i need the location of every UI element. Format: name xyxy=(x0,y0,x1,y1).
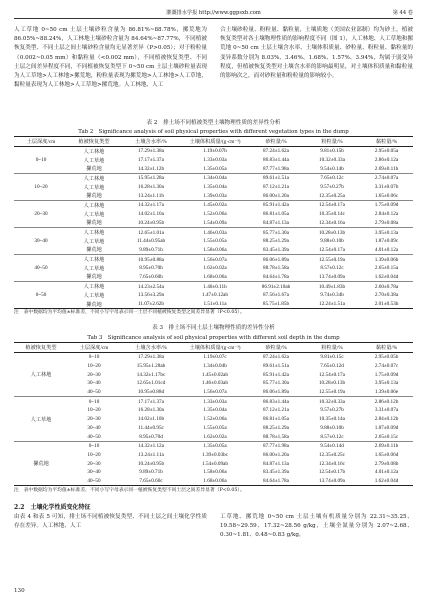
group-cell: 0~10 xyxy=(35,157,47,164)
group-cell: 30~40 xyxy=(34,238,48,245)
table-cell: 87.56±1.67a xyxy=(263,292,289,299)
table-cell: 1.58±0.06a xyxy=(203,469,227,476)
table-cell: 15.95±1.28ab xyxy=(136,363,166,370)
table-cell: 1.35±0.04a xyxy=(203,407,227,414)
table-cell: 1.34±0.04a xyxy=(182,174,248,183)
table-cell: 12.54±0.17b xyxy=(318,469,346,476)
table-cell: 40~50 xyxy=(87,433,101,440)
group-cell xyxy=(14,397,68,406)
table-cell: 14.02±1.10b xyxy=(137,416,165,423)
group-cell xyxy=(14,246,68,255)
table-cell: 86.06±1.89a xyxy=(248,255,304,264)
group-cell xyxy=(14,147,68,156)
table-cell: 86.06±1.89a xyxy=(263,389,289,396)
group-cell xyxy=(14,432,68,441)
table-row xyxy=(14,282,413,291)
table-cell: 86.91±2.10ab xyxy=(248,282,304,291)
table-cell: 11.07±2.62b xyxy=(120,300,182,309)
table-row xyxy=(14,432,413,441)
table-row xyxy=(14,362,413,371)
column-header: 黏粒量/% xyxy=(360,137,413,147)
group-cell xyxy=(14,441,68,450)
page-number: 130 xyxy=(14,588,25,594)
table-cell: 12.34±0.16c xyxy=(319,460,345,467)
group-cell: 摞荒地 xyxy=(33,461,49,468)
right-paragraph: 合土壤砂粒量、粉粒量、黏粒量，土壤质地（美国农业部制）均为砂土。植被恢复类型对各土壤物理性质的影响程度不同（图 1），人工林地、人工草地和摞荒地 0~50 cm 土层土壤含水率、土壤体积质量、砂粒量、粉粒量、黏粒量的变异系数分别为 8.03%、3.46%、1.68%、1.57%、3.94%，均属于弱变异程度，但植被恢复类型对土壤含水率的影响最明显，对土壤体积质量和黏粒量的影响次之，而对砂粒量和粉粒量的影响较小。 xyxy=(220,27,413,80)
table-cell: 2.74±0.07a xyxy=(360,174,413,183)
group-cell xyxy=(14,468,68,477)
table-cell: 人工林地 xyxy=(68,174,120,183)
table-cell: 1.75±0.09d xyxy=(360,201,413,210)
section-right-paragraph: 工草地、摞荒地 0~50 cm 土层土壤有机质量分别为 22.31~35.25、19.58~29.59、17.32~28.56 g/kg，土壤全氮量分别为 2.07~2.68、0.30~1.81、0.48~0.83 g/kg， xyxy=(220,514,413,539)
table-cell: 9.74±0.34b xyxy=(320,292,344,299)
table-row xyxy=(14,424,413,433)
table-row xyxy=(14,237,413,246)
table-cell: 1.19±0.07c xyxy=(203,354,227,361)
table-cell: 7.65±0.12d xyxy=(320,363,344,370)
table-cell: 12.65±1.01cd xyxy=(136,380,166,387)
table-cell: 1.87±0.09d xyxy=(374,424,399,431)
table-cell: 10.32±0.33a xyxy=(319,157,345,164)
table-cell: 人工草地 xyxy=(83,238,105,245)
column-header: 黏粒量/% xyxy=(360,343,413,353)
table-cell: 7.65±0.60c xyxy=(120,477,182,486)
table-cell: 87.77±1.98a xyxy=(248,441,304,450)
group-cell: 0~50 xyxy=(35,292,47,299)
table-cell: 1.75±0.09d xyxy=(374,371,399,378)
table-cell: 9.54±0.14d xyxy=(304,441,360,450)
table-cell: 1.54±0.09ab xyxy=(202,460,228,467)
table2-title-en: Tab 2 Significance analysis of soil physical properties with different vegetation types in the dump xyxy=(78,129,349,135)
table-cell: 2.84±0.12a xyxy=(374,211,399,218)
table-cell: 1.58±0.06a xyxy=(203,246,227,253)
table-row xyxy=(14,191,413,200)
table-cell: 13.74±0.09a xyxy=(304,477,360,486)
table-cell: 9.88±0.10b xyxy=(320,238,344,245)
table-cell: 1.39±0.03bc xyxy=(202,451,228,458)
table-cell: 摞荒地 xyxy=(86,166,102,173)
group-cell xyxy=(14,164,68,173)
table-cell: 9.89±0.71b xyxy=(139,246,163,253)
table-row xyxy=(14,273,413,282)
table-cell: 7.65±0.12c xyxy=(304,174,360,183)
table-cell: 人工林地 xyxy=(68,282,120,291)
table-row xyxy=(14,246,413,255)
table-cell: 10~20 xyxy=(87,451,101,458)
table-cell: 9.81±0.15b xyxy=(320,148,344,155)
table-cell: 人工林地 xyxy=(68,228,120,237)
group-cell xyxy=(14,219,68,228)
table-cell: 3.31±0.07a xyxy=(374,407,399,414)
group-cell xyxy=(14,191,68,200)
table-row xyxy=(14,210,413,219)
table-cell: 9.89±0.71b xyxy=(139,469,163,476)
table-cell: 20~30 xyxy=(87,416,101,423)
table-cell: 14.32±1.17a xyxy=(120,201,182,210)
section-left-paragraph: 由表 4 和表 5 可知，排土场不同植被恢复类型、不同土层之间土壤化学性质存在差异。人工林地、人工 xyxy=(14,514,207,530)
group-cell xyxy=(14,273,68,282)
table-row xyxy=(14,219,413,228)
table-cell: 87.24±1.62a xyxy=(263,148,289,155)
column-header: 粉粒量/% xyxy=(304,137,360,147)
table-cell: 10.24±0.95b xyxy=(137,460,165,467)
table-cell: 30~40 xyxy=(87,424,101,431)
table-cell: 88.78±1.58a xyxy=(263,433,289,440)
table-cell: 8.95±0.70b xyxy=(139,265,163,272)
table-cell: 2.79±0.08b xyxy=(374,460,399,467)
table-cell: 30~40 xyxy=(87,380,101,387)
table-cell: 88.25±1.29a xyxy=(263,424,289,431)
table-row xyxy=(14,415,413,424)
table-cell: 86.83±1.44a xyxy=(248,397,304,406)
table2-header-row xyxy=(14,137,413,147)
group-cell: 20~30 xyxy=(34,211,48,218)
column-header: 粉粒量/% xyxy=(304,343,360,353)
table-cell: 12.54±0.17a xyxy=(304,201,360,210)
table-cell: 4.01±0.12a xyxy=(374,246,399,253)
table-cell: 87.77±1.98a xyxy=(263,165,289,172)
table-cell: 人工草地 xyxy=(83,211,105,218)
table2-note: 注 表中数据均为平均值±标准差，不同小写字母表示同一土层不同植被恢复类型之间差异显著（P<0.05）。 xyxy=(14,310,245,315)
column-header: 土层深度/cm xyxy=(68,343,120,353)
table-cell: 2.84±0.12b xyxy=(374,416,399,423)
table-cell: 10.28±0.13b xyxy=(318,380,346,387)
column-header: 植被恢复类型 xyxy=(14,343,68,353)
table-cell: 12.54±0.17a xyxy=(319,246,345,253)
column-header: 土壤体积质量/(g·cm⁻³) xyxy=(182,137,248,147)
group-cell xyxy=(14,174,68,183)
table-cell: 16.28±1.30a xyxy=(138,407,164,414)
table-cell: 9.54±0.14b xyxy=(320,165,344,172)
table-cell: 89.61±1.51a xyxy=(248,174,304,183)
table-cell: 84.87±1.13a xyxy=(263,460,289,467)
table-row xyxy=(14,156,413,165)
group-cell xyxy=(14,255,68,264)
table-cell: 人工林地 xyxy=(68,201,120,210)
group-cell: 40~50 xyxy=(34,265,48,272)
table-row xyxy=(14,370,413,379)
table-cell: 84.87±1.13a xyxy=(263,219,289,226)
table-cell: 1.62±0.04d xyxy=(374,273,399,280)
table-cell: 12.24±1.51a xyxy=(304,300,360,309)
table-cell: 88.25±1.29a xyxy=(263,238,289,245)
table-cell: 1.55±0.05a xyxy=(203,424,227,431)
group-cell xyxy=(14,228,68,237)
table-cell: 17.29±1.38a xyxy=(138,148,164,155)
table-cell: 12.54±0.17a xyxy=(319,371,345,378)
table-cell: 14.32±1.12a xyxy=(120,441,182,450)
group-cell xyxy=(14,362,68,371)
column-header: 植被恢复类型 xyxy=(68,137,120,147)
column-header: 土壤体积质量/(g·cm⁻³) xyxy=(182,343,248,353)
table-cell: 1.39±0.03a xyxy=(203,192,227,199)
table-cell: 1.47±0.12ab xyxy=(202,292,228,299)
table-cell: 8.57±0.12c xyxy=(320,265,344,272)
table-cell: 14.02±1.10a xyxy=(138,211,164,218)
table-cell: 9.88±0.10b xyxy=(320,424,344,431)
table-cell: 86.81±1.05a xyxy=(263,416,289,423)
table-cell: 1.54±0.09a xyxy=(203,219,227,226)
table-row xyxy=(14,147,413,156)
table-cell: 人工草地 xyxy=(83,292,105,299)
table-cell: 人工草地 xyxy=(83,157,105,164)
table-row xyxy=(14,264,413,273)
group-cell xyxy=(14,201,68,210)
table-cell: 11.44±0.95ab xyxy=(136,238,166,245)
table-cell: 13.74±0.09a xyxy=(319,273,345,280)
table-cell: 10.95±0.88a xyxy=(120,255,182,264)
table-cell: 1.33±0.03a xyxy=(203,157,227,164)
table-cell: 1.39±0.06e xyxy=(374,389,399,396)
column-header: 砂粒量/% xyxy=(248,137,304,147)
table-cell: 摞荒地 xyxy=(86,247,102,254)
table-cell: 1.51±0.11a xyxy=(182,300,248,309)
table-cell: 84.64±1.78a xyxy=(248,477,304,486)
table-cell: 8.57±0.12c xyxy=(320,433,344,440)
table-cell: 1.52±0.06a xyxy=(203,211,227,218)
table-cell: 10.95±0.88d xyxy=(137,389,165,396)
table-cell: 14.32±1.12b xyxy=(137,165,165,172)
table-cell: 1.46±0.03ab xyxy=(202,380,228,387)
table-cell: 86.00±1.20a xyxy=(263,192,289,199)
table-row xyxy=(14,468,413,477)
table-row xyxy=(14,183,413,192)
running-header xyxy=(14,8,413,19)
table-cell: 1.45±0.02a xyxy=(182,201,248,210)
table-cell: 1.56±0.07a xyxy=(182,255,248,264)
group-cell xyxy=(14,477,68,486)
table-cell: 2.65±0.15a xyxy=(374,265,399,272)
table-cell: 1.56±0.07a xyxy=(203,389,227,396)
table-cell: 2.65±0.15c xyxy=(374,433,399,440)
table-cell: 10.35±0.14a xyxy=(319,416,345,423)
table-cell: 1.34±0.04b xyxy=(203,363,227,370)
table-cell: 2.79±0.08a xyxy=(374,219,399,226)
table-cell: 20~30 xyxy=(87,371,101,378)
table3-note: 注 表中数据均为平均值±标准差，不同小写字母表示同一植被恢复类型不同土层之间差异显著（P<0.05）。 xyxy=(14,488,245,493)
group-cell: 10~20 xyxy=(34,184,48,191)
table-row xyxy=(14,201,413,210)
table2-title-cn: 表 2 排土场不同植被类型土壤物理性质的差异性分析 xyxy=(146,120,281,126)
table-cell: 87.24±1.62a xyxy=(263,354,289,361)
table-cell: 88.78±1.58a xyxy=(263,265,289,272)
table-row xyxy=(14,174,413,183)
group-cell xyxy=(14,353,68,362)
table-row xyxy=(14,441,413,450)
table3 xyxy=(14,342,413,486)
table-row xyxy=(14,353,413,362)
section-heading: 2.2 土壤化学性质变化特征 xyxy=(14,504,91,511)
group-cell xyxy=(14,451,68,460)
table-cell: 12.55±0.19a xyxy=(319,389,345,396)
table-cell: 1.39±0.06b xyxy=(360,255,413,264)
table-cell: 10.49±1.83b xyxy=(304,282,360,291)
table-cell: 17.17±1.37a xyxy=(120,397,182,406)
table-row xyxy=(14,379,413,388)
table-cell: 2.95±0.05b xyxy=(374,354,399,361)
table-cell: 84.64±1.78a xyxy=(263,273,289,280)
column-header: 土层深度/cm xyxy=(14,137,68,147)
table-cell: 86.81±1.05a xyxy=(263,211,289,218)
table-cell: 85.77±1.30a xyxy=(248,228,304,237)
table-cell: 7.65±0.60b xyxy=(139,273,163,280)
table-cell: 4.01±0.12a xyxy=(374,469,399,476)
table-row xyxy=(14,406,413,415)
table-cell: 15.95±1.28a xyxy=(120,174,182,183)
table-cell: 3.95±0.13a xyxy=(374,380,399,387)
table-cell: 9.81±0.15c xyxy=(320,354,344,361)
journal-name: 灌溉排水学报 http://www.ggpsxb.com xyxy=(166,10,261,16)
table-cell: 人工林地 xyxy=(68,255,120,264)
table3-title-en: Tab 3 Significance analysis of soil physical properties with different soil depth in the dump xyxy=(87,335,340,341)
column-header: 土壤含水率/% xyxy=(120,343,182,353)
table-cell: 89.61±1.51a xyxy=(263,363,289,370)
table-cell: 1.62±0.02a xyxy=(203,265,227,272)
table-cell: 1.55±0.05a xyxy=(203,238,227,245)
table-cell: 12.34±0.16a xyxy=(319,219,345,226)
group-cell xyxy=(14,424,68,433)
table-row xyxy=(14,228,413,237)
table-cell: 16.28±1.30a xyxy=(138,184,164,191)
table-cell: 摞荒地 xyxy=(86,274,102,281)
table-cell: 9.57±0.27b xyxy=(320,407,344,414)
table-cell: 1.52±0.06a xyxy=(203,416,227,423)
table-row xyxy=(14,291,413,300)
table-cell: 2.74±0.07c xyxy=(374,363,399,370)
table-cell: 1.65±0.06c xyxy=(374,192,399,199)
table-cell: 83.45±1.39a xyxy=(263,469,289,476)
table-cell: 1.45±0.02ab xyxy=(202,371,228,378)
table-cell: 86.00±1.20a xyxy=(263,451,289,458)
table-cell: 17.17±1.37a xyxy=(138,157,164,164)
table-cell: 1.19±0.07b xyxy=(203,148,227,155)
table-cell: 2.70±0.38a xyxy=(374,292,399,299)
group-cell: 人工草地 xyxy=(30,416,52,423)
table-cell: 10.28±0.13b xyxy=(304,228,360,237)
table-cell: 11.44±0.95c xyxy=(138,424,164,431)
table-cell: 1.62±0.04d xyxy=(360,477,413,486)
table-row xyxy=(14,164,413,173)
table-cell: 10.32±0.33a xyxy=(304,397,360,406)
table-cell: 10~20 xyxy=(87,407,101,414)
volume-label: 第 44 卷 xyxy=(392,10,413,16)
table-row xyxy=(14,477,413,486)
table-cell: 1.62±0.02a xyxy=(203,433,227,440)
table-cell: 85.91±1.42a xyxy=(263,371,289,378)
table-cell: 1.65±0.06d xyxy=(374,451,399,458)
group-cell xyxy=(14,379,68,388)
table-cell: 摞荒地 xyxy=(68,300,120,309)
table-cell: 1.68±0.06a xyxy=(182,477,248,486)
table-cell: 3.31±0.07b xyxy=(374,184,399,191)
table-cell: 1.35±0.04a xyxy=(203,184,227,191)
table-cell: 85.77±1.30a xyxy=(263,380,289,387)
table-cell: 2.01±0.53b xyxy=(360,300,413,309)
table3-header-row xyxy=(14,343,413,353)
table-cell: 40~50 xyxy=(68,477,120,486)
table-row xyxy=(14,397,413,406)
table-cell: 10.24±0.95b xyxy=(137,219,165,226)
table-cell: 2.69±0.11b xyxy=(374,165,399,172)
table-cell: 85.75±1.85b xyxy=(248,300,304,309)
table-cell: 13.24±1.11a xyxy=(138,451,164,458)
table-cell: 1.33±0.03a xyxy=(182,397,248,406)
table-row xyxy=(14,388,413,397)
table-cell: 2.86±0.12a xyxy=(374,157,399,164)
table-cell: 2.95±0.05a xyxy=(374,148,399,155)
table-cell: 87.12±1.21a xyxy=(263,407,289,414)
table-row xyxy=(14,300,413,309)
table-cell: 人工林地 xyxy=(83,148,105,155)
table-cell: 12.35±0.25a xyxy=(319,192,345,199)
table-cell: 30~40 xyxy=(87,469,101,476)
table-cell: 2.60±0.78a xyxy=(360,282,413,291)
table-cell: 13.56±3.29a xyxy=(138,292,164,299)
table-cell: 14.32±1.17bc xyxy=(136,371,166,378)
table-cell: 0~10 xyxy=(88,354,100,361)
table-cell: 1.87±0.09c xyxy=(374,238,399,245)
table-cell: 1.40±0.11b xyxy=(182,282,248,291)
table-cell: 1.35±0.05a xyxy=(203,165,227,172)
table-cell: 87.12±1.21a xyxy=(263,184,289,191)
group-cell xyxy=(14,388,68,397)
table-cell: 人工草地 xyxy=(83,184,105,191)
table-cell: 14.23±2.54a xyxy=(120,282,182,291)
table-cell: 10~20 xyxy=(87,363,101,370)
table-cell: 0~10 xyxy=(68,441,120,450)
table-cell: 8.95±0.70d xyxy=(139,433,163,440)
column-header: 砂粒量/% xyxy=(248,343,304,353)
table-cell: 摞荒地 xyxy=(86,220,102,227)
table-cell: 20~30 xyxy=(87,460,101,467)
table-cell: 12.65±1.01a xyxy=(120,228,182,237)
top-text-columns xyxy=(14,26,413,89)
table-cell: 85.91±1.42a xyxy=(248,201,304,210)
group-cell: 人工林地 xyxy=(30,372,52,379)
table-cell: 人工草地 xyxy=(83,265,105,272)
table-cell: 13.24±1.11b xyxy=(138,192,164,199)
table3-title-cn: 表 3 排土场不同土层土壤物理性质的差异性分析 xyxy=(152,325,275,331)
table-cell: 1.68±0.06a xyxy=(203,273,227,280)
table-cell: 17.29±1.38a xyxy=(138,354,164,361)
table-row xyxy=(14,451,413,460)
table-row xyxy=(14,459,413,468)
table-cell: 0~10 xyxy=(68,397,120,406)
table-cell: 12.55±0.19a xyxy=(304,255,360,264)
column-header: 土壤含水率/% xyxy=(120,137,182,147)
group-cell xyxy=(14,282,68,291)
group-cell xyxy=(14,300,68,309)
table-row xyxy=(14,255,413,264)
table-cell: 1.35±0.05a xyxy=(182,441,248,450)
group-cell xyxy=(14,406,68,415)
table-cell: 3.95±0.13a xyxy=(360,228,413,237)
table-cell: 2.69±0.11b xyxy=(360,441,413,450)
table-cell: 10.35±0.14c xyxy=(319,211,345,218)
table-cell: 摞荒地 xyxy=(86,193,102,200)
table-cell: 9.57±0.27b xyxy=(320,184,344,191)
table-cell: 1.46±0.03a xyxy=(182,228,248,237)
table-cell: 83.45±1.39a xyxy=(263,246,289,253)
table-cell: 40~50 xyxy=(87,389,101,396)
table-cell: 86.83±1.44a xyxy=(263,157,289,164)
table-cell: 2.86±0.12b xyxy=(360,397,413,406)
left-paragraph: 人工草地 0~50 cm 土层土壤砂粒含量为 86.81%~88.78%，摞荒地为 86.05%~88.24%，人工林地土壤砂粒含量为 84.64%~87.77%，不同植被恢复类型、不同土层之间土壤砂粒含量均无显著差异（P>0.05）；对于粉粒量（0.002~0.05 mm）和黏粒量（<0.002 mm），不同植被恢复类型、不同土层之间差异程度不同，不同植被恢复类型下 0~50 cm 土层土壤砂粒量表现为人工草地>人工林地>摞荒地，粉粒量表现为摞荒地>人工林地>人工草地，黏粒量表现为人工林地>人工草地>摞荒地。人工林地、人工 xyxy=(14,27,207,89)
table-cell: 12.35±0.25c xyxy=(319,451,345,458)
table2 xyxy=(14,136,413,309)
